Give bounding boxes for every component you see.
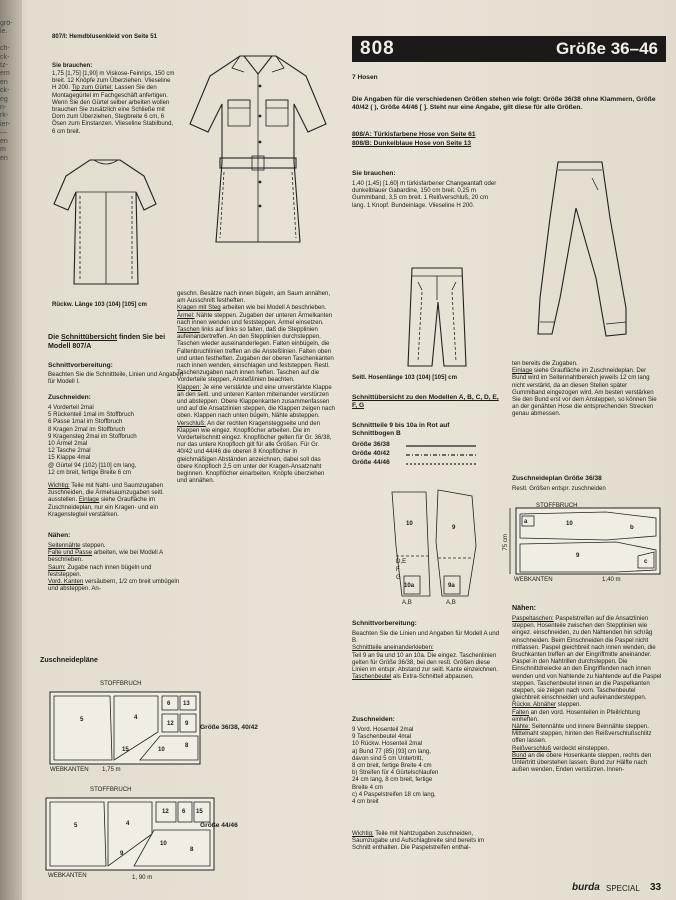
- legend-label: Größe 44/46: [352, 459, 390, 466]
- col3-subtitle: 7 Hosen: [352, 74, 378, 81]
- plan2-size: Größe 44/46: [200, 822, 238, 829]
- col1-zuschneiden-title: Zuschneiden:: [48, 394, 91, 401]
- pattern-label: A,B: [446, 599, 456, 606]
- legend-row: [352, 450, 512, 459]
- plan-piece: b: [630, 524, 634, 531]
- pattern-label: D,E: [396, 558, 407, 565]
- col1-vorbereitung-text: Beachten Sie die Schnittteile, Linien und Angaben für Modell I.: [48, 371, 183, 386]
- cutting-plan-2: [40, 786, 220, 882]
- plan2-piece: 8: [190, 846, 194, 853]
- col3-sie-brauchen-text: 1,40 (1,45) [1,60] m türkisfarbener Changeantaft oder dunkelblauer Gabardine, 150 cm breit. 0,25 m Gummiband, 3,5 cm breit. 1 Reißverschluß, 20 cm lang. 1 Knopf. Bundeinlage. Vlieseline H 200.: [352, 180, 497, 209]
- plan1-size: Größe 36/38, 40/42: [200, 724, 258, 731]
- col3-wichtig: Wichtig: Teile mit Nahtzugaben zuschneiden, Saumzugabe und Aufschlagbreite sind bereits im Schnitt enthalten. Die Paspelstreifen enthal-: [352, 830, 485, 852]
- col1-vorbereitung-title: Schnittvorbereitung:: [48, 362, 113, 369]
- plan-height: 75 cm: [502, 534, 509, 551]
- col3-hosenlaenge: Seitl. Hosenlänge 103 (104) [105] cm: [352, 374, 457, 381]
- pattern-label: 9a: [448, 582, 455, 589]
- footer-brand: burda: [572, 882, 600, 893]
- plan-piece: 10: [566, 520, 573, 527]
- plan1-piece: 8: [185, 742, 189, 749]
- plan1-stoffbruch: STOFFBRUCH: [100, 680, 142, 687]
- legend-row: [352, 459, 512, 468]
- page-footer: [572, 882, 672, 896]
- col1-zuschneideplaene: Zuschneidepläne: [40, 656, 98, 664]
- col3-model-a: 808/A: Türkisfarbene Hose von Seite 61: [352, 131, 476, 138]
- plan2-piece: 6: [182, 808, 186, 815]
- col3-intro: Die Angaben für die verschiedenen Größen stehen wie folgt: Größe 36/38 ohne Klammern, Größe 40/42 ( ), Größe 44/46 [ ]. Steht nur eine Angabe, gilt diese für alle Größen.: [352, 96, 656, 111]
- plan-width: 1,40 m: [602, 576, 621, 583]
- col3-vorbereitung-text: Beachten Sie die Linien und Angaben für Modell A und B. Schnittteile aneinanderkleben: Teil 9 an 9a und 10 an 10a. Die eingez. Taschenlinien gelten für Größe 36/38, bei den restl. Größen diese Linien im entspr. Abstand zur seitl. Kante einzeichnen. Taschenbeutel als Extra-Schnitteil abpausen.: [352, 630, 500, 681]
- trousers-cutting-plan: [502, 500, 666, 590]
- previous-page-text-strip: grö- le. ch- ck- tz- em en ck- eg n- rk- ier- — en m en: [0, 20, 13, 162]
- pattern-label: F: [396, 566, 400, 573]
- plan2-webkanten: WEBKANTEN: [48, 872, 87, 879]
- pattern-label: 10a: [404, 582, 415, 589]
- pattern-label: A,B: [402, 599, 412, 606]
- dress-front-illustration: [180, 42, 338, 252]
- col1-naehen-text: Seitennähte steppen. Falte und Passe arbeiten, wie bei Modell A beschrieben. Saum: Zugabe nach innen bügeln und feststeppen. Vord. Kanten versäubern, 1/2 cm breit umbügeln und absteppen. An-: [48, 542, 180, 593]
- col4-naehen-text: Paspeltaschen: Paspelstreifen auf die Ansatzlinien steppen. Hosenteile zwischen den Stepplinien wie eingez. einschneiden, zu den Nahtenden hin schräg einschneiden. Beim Einschneiden die Paspel nicht mitfassen. Paspel gleichbreit nach innen wenden, die Bruchkanten treffen an der Eingriffmitte aneinander. Paspel in den Nahtrillen durchsteppen. Die Einschnittdreiecke an den Eingriffenden nach innen wenden und von Nahtende zu Nahtende auf die Paspel steppen. Taschenbeutel innen an die Paspelkanten steppen, sie zeigen nach vorn. Taschenbeutel gleichbreit einschneiden und aufeinandersteppen. Rückw. Abnäher steppen. Falten an den vord. Hosenteilen in Pfeilrichtung einheften. Nähte: Seitennähte und innere Beinnähte steppen. Mittelnaht steppen, hinten den Reißverschlußschlitz offen lassen. Reißverschluß verdeckt einsteppen. Bund an die obere Hosenkante steppen, rechts den Untertritt überstehen lassen. Bund zur Hälfte nach außen wenden, Enden verstürzen. Innen-: [512, 615, 662, 774]
- col1-sie-brauchen-title: Sie brauchen:: [52, 62, 93, 69]
- plan1-piece: 9: [185, 720, 189, 727]
- col1-zuschneiden-list: 4 Vorderteil 2mal 5 Rückenteil 1mal im Stoffbruch 6 Passe 1mal im Stoffbruch 8 Kragen 2mal im Stoffbruch 9 Kragensteg 2mal im Stoffbruch 10 Ärmel 2mal 12 Tasche 2mal 15 Klappe 4mal @ Gürtel 94 (102) [110] cm lang, 12 cm breit, fertige Breite 6 cm: [48, 404, 137, 476]
- plan2-piece: 5: [74, 822, 78, 829]
- col1-schnittubersicht: Die Schnittübersicht finden Sie bei Modell 807/A: [48, 333, 166, 350]
- plan-piece: a: [524, 518, 528, 525]
- col1-naehen-title: Nähen:: [48, 532, 71, 539]
- col2-body: geschn. Besätze nach innen bügeln, am Saum annähen, am Ausschnitt festheften. Kragen mit Steg arbeiten wie bei Modell A beschrieben. Ärmel: Nähte steppen. Zugaben der unteren Ärmelkanten nach innen wenden und feststeppen. Ärmel einsetzen. Taschen links auf links so falten, daß die Stepplinien aufeinandertreffen. An den Stepplinien durchsteppen, Taschen wieder auseinanderlegen. Falten einbügeln, die Faltenbruchlinien treffen an die Ansteßlinien. Falten oben und unten festheften. Zugaben der oberen Taschenkanten nach innen wenden, einschlagen und feststeppen. Restl. Taschenzugaben nach innen heften. Taschen auf die Vorderteile steppen, Ansteßlinien beachten. Klappen: Je eine verstärkte und eine unverstärkte Klappe an den seitl. und unteren Kanten miteinander verstürzen und absteppen. Obere Klappenkanten zusammenfassen und auf die Ansatzlinien steppen, die Klappen zeigen nach oben. Klappen nach unten bügeln, Nähte absteppen. Verschluß: An der rechten Kragensteggseite und den Klappen wie eingez. Knopflöcher arbeiten. Die im Vorderteilschnitt eingez. Knopflöcher gelten für Gr. 36/38, nur das untere Knopfloch gilt für alle Größen. Für Gr. 40/42 und 44/46 die oberen 8 Knopflöcher in gleichmäßigen Abständen anzeichnen, dabei soll das obere Knopfloch 2,5 cm unter der Kragen-Ansatznaht beginnen. Knopflöcher einarbeiten. Knöpfe überziehen und annähen.: [177, 290, 335, 485]
- col4-plan-title: Zuschneideplan Größe 36/38: [512, 475, 602, 482]
- col1-back-length: Rückw. Länge 103 (104) [105] cm: [52, 301, 147, 308]
- legend-label: Größe 40/42: [352, 450, 390, 457]
- plan2-piece: 12: [162, 808, 169, 815]
- pattern-label: G: [396, 574, 401, 581]
- plan1-webkanten: WEBKANTEN: [50, 766, 89, 773]
- col1-header: 807/I: Hemdblusenkleid von Seite 51: [52, 33, 157, 40]
- col3-zuschneiden-title: Zuschneiden:: [352, 716, 395, 723]
- page-number: 33: [650, 882, 662, 893]
- plan1-piece: 15: [122, 746, 129, 753]
- legend-label: Größe 36/38: [352, 441, 390, 448]
- plan2-piece: 9: [120, 850, 124, 857]
- plan1-width: 1,75 m: [102, 766, 121, 773]
- plan-piece: 9: [576, 552, 580, 559]
- pattern-label: 10: [406, 520, 413, 527]
- size-legend: [352, 441, 512, 468]
- model-808-header: [352, 36, 666, 62]
- col4-naehen-title: Nähen:: [512, 604, 537, 612]
- size-range: Größe 36–46: [555, 39, 658, 58]
- cutting-plan-1: [40, 680, 220, 773]
- plan1-piece: 6: [167, 700, 171, 707]
- plan2-piece: 4: [126, 820, 130, 827]
- col3-schnittubersicht: Schnittübersicht zu den Modellen A, B, C, D, E, F, G: [352, 394, 499, 409]
- col3-sie-brauchen-title: Sie brauchen:: [352, 170, 396, 177]
- legend-row: [352, 441, 512, 450]
- pattern-overview: [386, 486, 482, 610]
- plan1-piece: 10: [158, 746, 165, 753]
- plan1-piece: 13: [183, 700, 190, 707]
- col3-vorbereitung-title: Schnittvorbereitung:: [352, 620, 417, 627]
- pattern-label: 9: [452, 524, 456, 531]
- plan2-piece: 10: [160, 840, 167, 847]
- plan1-piece: 4: [134, 714, 138, 721]
- col4-einlage: ten bereits die Zugaben. Einlage siehe Graufläche im Zuschneideplan. Der Bund wird im Seitennahtbereich jeweils 12 cm lang nicht verstärkt, da an diesen Stellen später Gummiband eingezogen wird. Am besten verstärken Sie den Bund erst vor dem Ansteppen, so können Sie an der genähten Hose die entsprechenden Strecken genau abmessen.: [512, 360, 657, 418]
- dress-back-view-illustration: [40, 152, 170, 302]
- plan1-piece: 5: [80, 716, 84, 723]
- plan2-piece: 15: [196, 808, 203, 815]
- plan-piece: c: [644, 558, 648, 565]
- col3-zuschneiden-list: 9 Vord. Hosenteil 2mal 9 Taschenbeutel 4mal 10 Rückw. Hosenteil 2mal a) Bund 77 (85) [93] cm lang, davon sind 5 cm Untertritt, 8 cm breit, fertige Breite 4 cm b) Streifen für 4 Gürtelschlaufen 24 cm lang, 8 cm breit, fertige Breite 4 cm c) 4 Paspelstreifen 18 cm lang, 4 cm breit: [352, 726, 439, 806]
- col1-sie-brauchen-text: 1,75 [1,75] [1,90] m Viskose-Feinrips, 150 cm breit. 12 Knöpfe zum Überziehen. Vlieseline H 200. Tip zum Gürtel: Lassen Sie den Montagegürtel im Fachgeschäft anfertigen. Wenn Sie den Gürtel selber arbeiten wollen brauchen Sie zusätzlich eine Schließe mit Dorn zum Überziehen, Stegbreite 6 cm, 6 Ösen zum Einstanzen. Vlieseline Stabilbund, 6 cm breit.: [52, 70, 175, 135]
- col1-wichtig: Wichtig: Teile mit Naht- und Saumzugaben zuschneiden, die Ärmelsaumzugaben seitl. ausstellen. Einlage siehe Graufläche im Zuschneideplan, nur ein Kragen- und ein Kragenstegteil verstärken.: [48, 482, 164, 518]
- trousers-side-illustration: [530, 158, 650, 348]
- plan1-piece: 12: [167, 720, 174, 727]
- col3-model-b: 808/B: Dunkelblaue Hose von Seite 13: [352, 140, 472, 147]
- plan-webkanten: WEBKANTEN: [514, 576, 553, 583]
- model-number: 808: [360, 38, 395, 59]
- plan2-stoffbruch: STOFFBRUCH: [90, 786, 132, 793]
- plan-stoffbruch: STOFFBRUCH: [536, 502, 578, 509]
- col3-schnittteile: Schnittteile 9 bis 10a in Rot auf Schnittbogen B: [352, 422, 450, 437]
- trousers-front-illustration: [392, 262, 482, 374]
- footer-special: SPECIAL: [606, 884, 640, 893]
- plan2-width: 1, 90 m: [132, 874, 153, 881]
- col4-plan-sub: Restl. Größen entspr. zuschneiden: [512, 485, 606, 492]
